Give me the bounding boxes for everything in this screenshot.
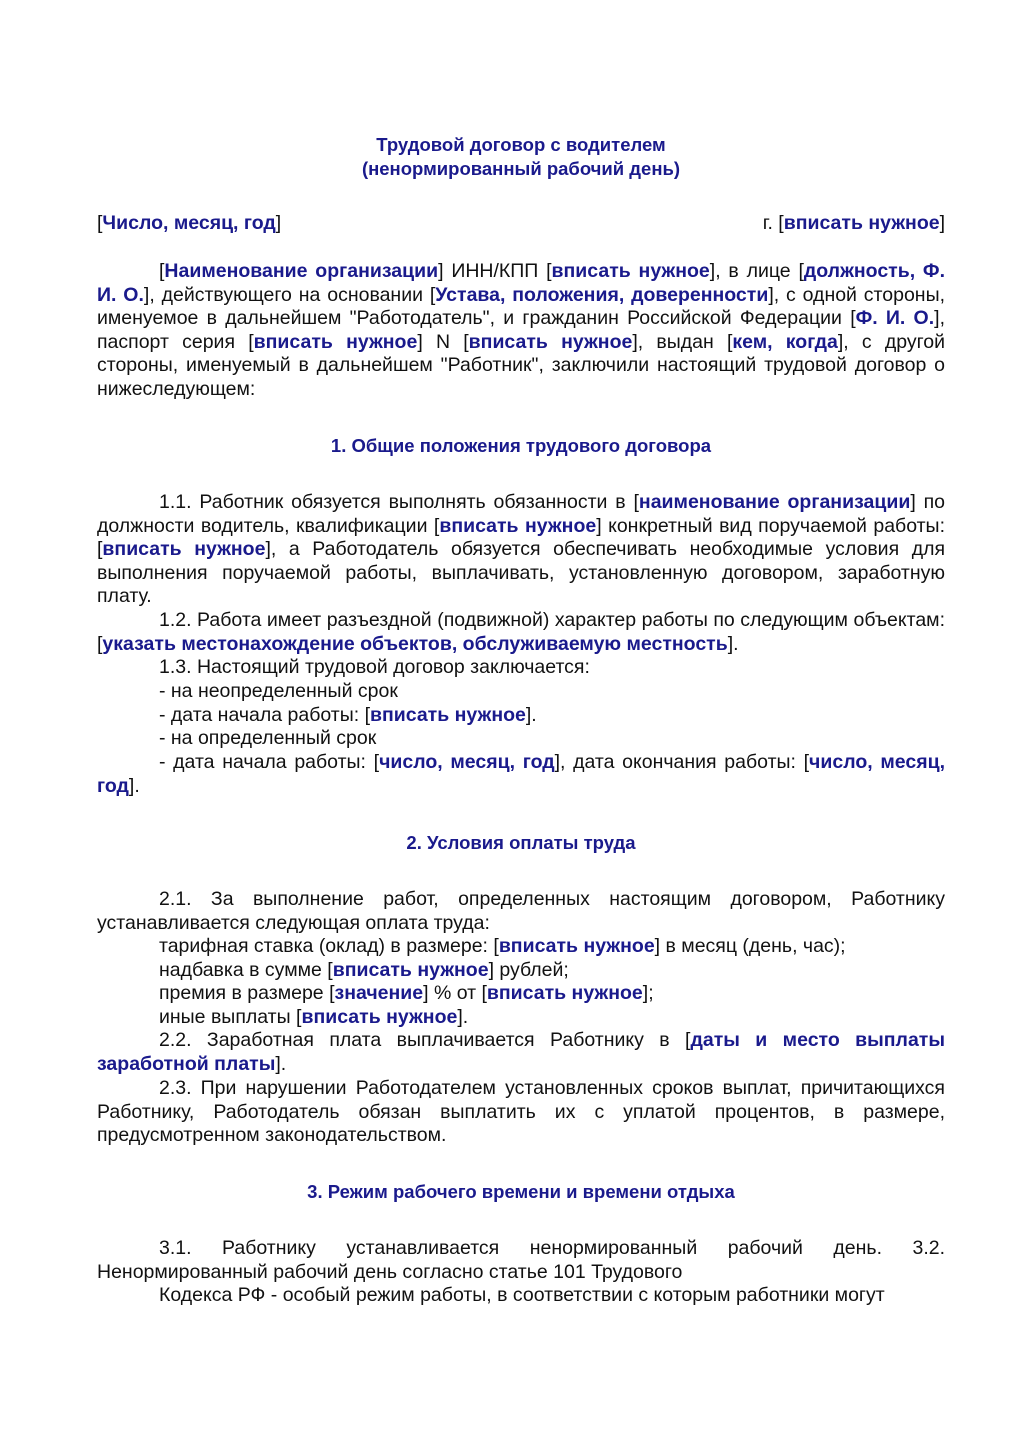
objects-location-placeholder[interactable]: указать местонахождение объектов, обслуживаемую местность (102, 632, 728, 655)
fixed-start-date-placeholder[interactable]: число, месяц, год (379, 751, 555, 773)
passport-series-placeholder[interactable]: вписать нужное (253, 330, 418, 353)
section-2-heading: 2. Условия оплаты труда (406, 832, 636, 853)
clause-2-3: 2.3. При нарушении Работодателем установленных сроков выплат, причитающихся Работнику, Работодатель обязан выплатить их с уплатой процентов, в размере, предусмотренном законодательством. (97, 1077, 945, 1147)
term-option-indefinite: - на неопределенный срок (159, 680, 398, 702)
clause-3-2-continued: Кодекса РФ - особый режим работы, в соответствии с которым работники могут (159, 1284, 885, 1306)
clause-1-2: 1.2. Работа имеет разъездной (подвижной) характер работы по следующим объектам: [указать местонахождение объектов, обслуживаемую местность]. (97, 609, 945, 655)
date-placeholder[interactable]: Число, месяц, год (102, 212, 276, 234)
other-payments-placeholder[interactable]: вписать нужное (301, 1006, 458, 1028)
pay-other: иные выплаты [вписать нужное]. (159, 1006, 469, 1028)
inn-kpp-placeholder[interactable]: вписать нужное (551, 260, 710, 282)
clause-3-1: 3.1. Работнику устанавливается ненормированный рабочий день. 3.2. Ненормированный рабочий день согласно статье 101 Трудового (97, 1237, 945, 1283)
employer-org-placeholder[interactable]: наименование организации (638, 491, 911, 513)
basis-placeholder[interactable]: Устава, положения, доверенности (435, 283, 769, 306)
clause-1-3: 1.3. Настоящий трудовой договор заключается: (159, 656, 590, 678)
clause-1-1: 1.1. Работник обязуется выполнять обязанности в [наименование организации] по должности водитель, квалификации [вписать нужное] конкретный вид поручаемой работы: [вписать нужное], а Работодатель обязуется обеспечивать необходимые условия для выполнения поручаемой работы, выплачивать, установленную договором, заработную плату. (97, 491, 946, 608)
city-field: г. [вписать нужное] (762, 212, 945, 234)
title-line-2: (ненормированный рабочий день) (361, 157, 681, 179)
org-name-placeholder[interactable]: Наименование организации (164, 260, 439, 282)
section-1-heading: 1. Общие положения трудового договора (330, 435, 712, 456)
issued-by-placeholder[interactable]: кем, когда (732, 330, 838, 353)
date-field: [Число, месяц, год] (97, 212, 282, 234)
allowance-placeholder[interactable]: вписать нужное (332, 959, 489, 981)
bonus-value-placeholder[interactable]: значение (334, 982, 424, 1004)
clause-2-2: 2.2. Заработная плата выплачивается Работнику в [даты и место выплаты заработной платы]. (97, 1029, 945, 1075)
pay-allowance: надбавка в сумме [вписать нужное] рублей; (159, 959, 569, 981)
tariff-rate-placeholder[interactable]: вписать нужное (498, 935, 655, 957)
passport-number-placeholder[interactable]: вписать нужное (468, 330, 633, 353)
fixed-end-date-placeholder[interactable]: число, месяц, год (97, 751, 945, 797)
clause-2-1: 2.1. За выполнение работ, определенных настоящим договором, Работнику устанавливается следующая оплата труда: (97, 888, 945, 934)
city-placeholder[interactable]: вписать нужное (783, 212, 940, 234)
start-date-placeholder[interactable]: вписать нужное (370, 704, 526, 726)
term-option-start-date: - дата начала работы: [вписать нужное]. (159, 704, 537, 726)
term-option-fixed-dates: - дата начала работы: [число, месяц, год], дата окончания работы: [число, месяц, год]. (97, 751, 945, 797)
term-option-fixed: - на определенный срок (159, 727, 377, 749)
pay-dates-placeholder[interactable]: даты и место выплаты заработной платы (97, 1029, 945, 1075)
bonus-base-placeholder[interactable]: вписать нужное (486, 982, 643, 1004)
date-city-row (97, 212, 945, 236)
fio-placeholder[interactable]: Ф. И. О. (855, 307, 935, 330)
section-3-heading: 3. Режим рабочего времени и времени отдыха (307, 1181, 735, 1202)
pay-bonus: премия в размере [значение] % от [вписать нужное]; (159, 982, 654, 1004)
document-title (97, 133, 945, 180)
pay-tariff-rate: тарифная ставка (оклад) в размере: [вписать нужное] в месяц (день, час); (159, 935, 846, 957)
intro-paragraph: [Наименование организации] ИНН/КПП [вписать нужное], в лице [должность, Ф. И. О.], действующего на основании [Устава, положения, доверенности], с одной стороны, именуемое в дальнейшем "Работодатель", и гражданин Российской Федерации [Ф. И. О.], паспорт серия [вписать нужное] N [вписать нужное], выдан [кем, когда], с другой стороны, именуемый в дальнейшем "Работник", заключили настоящий трудовой договор о нижеследующем: (97, 260, 946, 400)
title-line-1: Трудовой договор с водителем (376, 134, 666, 155)
position-placeholder[interactable]: должность, Ф. И. О. (97, 260, 945, 306)
work-type-placeholder[interactable]: вписать нужное (102, 538, 266, 561)
qualification-placeholder[interactable]: вписать нужное (439, 514, 597, 537)
